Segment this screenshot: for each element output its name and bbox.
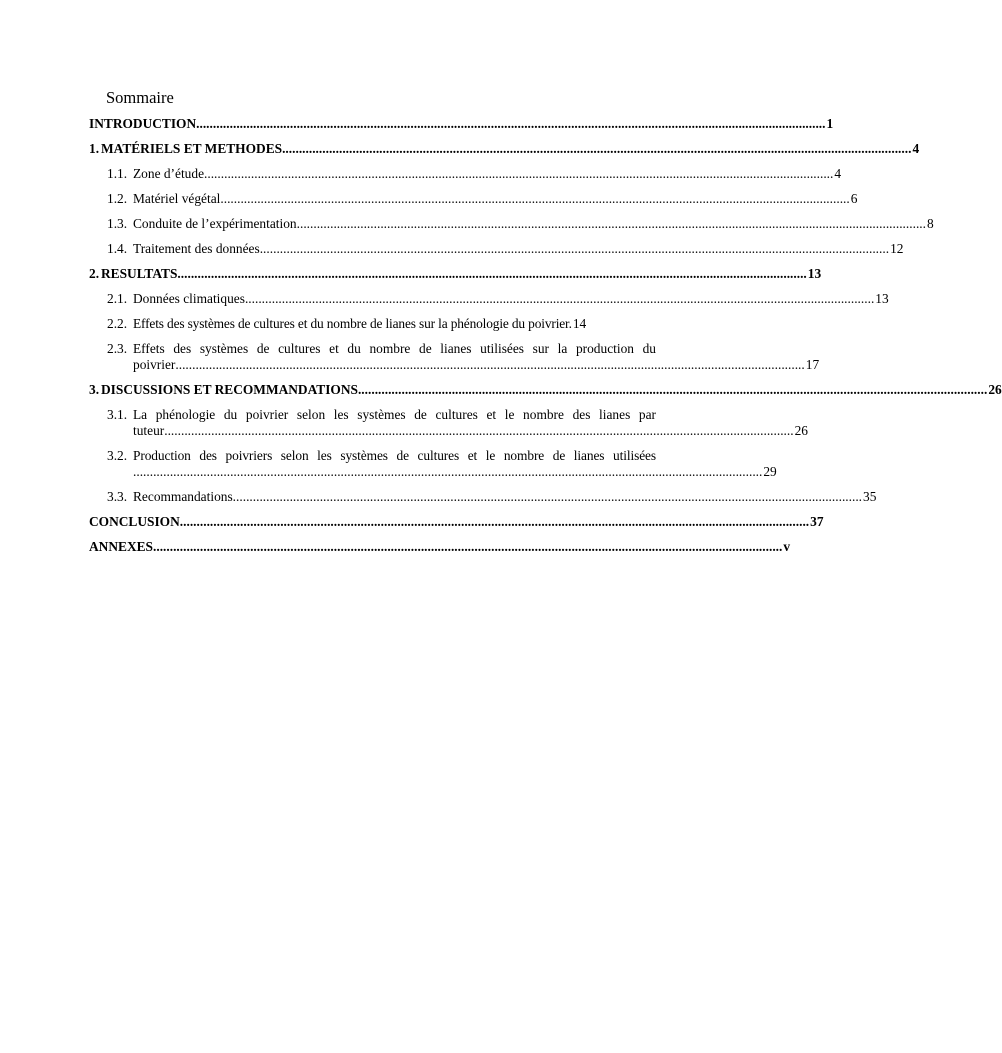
toc-leader-dots: ............................................................................................................................................................................................ bbox=[196, 116, 826, 131]
toc-entry-page: 29 bbox=[763, 464, 777, 479]
toc-entry-introduction[interactable] bbox=[89, 116, 834, 132]
toc-entry-page: 8 bbox=[926, 216, 934, 231]
toc-entry-resultats[interactable] bbox=[89, 266, 822, 282]
toc-entry-discussions[interactable] bbox=[89, 382, 1002, 398]
toc-entry-label: Effets des systèmes de cultures et du nombre de lianes sur la phénologie du poivrier. bbox=[133, 316, 572, 331]
toc-leader-dots: ............................................................................................................................................................................................ bbox=[282, 141, 912, 156]
toc-entry-phenologie-poivrier[interactable] bbox=[107, 407, 808, 439]
toc-entry-number: 3.2. bbox=[107, 448, 128, 463]
toc-entry-page: 12 bbox=[890, 241, 904, 256]
toc-entry-traitement-donnees[interactable] bbox=[107, 241, 904, 257]
toc-leader-dots: ............................................................................................................................................................................................ bbox=[357, 382, 988, 397]
toc-entry-materiels-methodes[interactable] bbox=[89, 141, 920, 157]
toc-entry-label: Données climatiques bbox=[133, 291, 245, 306]
toc-entry-label: MATÉRIELS ET METHODES bbox=[101, 141, 283, 156]
toc-entry-number: 1.1. bbox=[107, 166, 128, 181]
toc-entry-label: CONCLUSION bbox=[89, 514, 180, 529]
toc-entry-recommandations[interactable] bbox=[107, 489, 877, 505]
toc-entry-label: INTRODUCTION bbox=[89, 116, 197, 131]
toc-entry-number: 2.2. bbox=[107, 316, 128, 331]
toc-entry-label: ANNEXES bbox=[89, 539, 153, 554]
toc-entry-number: 3.3. bbox=[107, 489, 128, 504]
toc-entry-production-poivriers[interactable] bbox=[107, 448, 777, 480]
toc-entry-label-continued: tuteur bbox=[133, 423, 165, 438]
table-of-contents bbox=[89, 116, 1002, 564]
toc-entry-number: 1.4. bbox=[107, 241, 128, 256]
toc-entry-zone-etude[interactable] bbox=[107, 166, 842, 182]
toc-entry-page: v bbox=[783, 539, 791, 554]
toc-leader-dots: ............................................................................................................................................................................................ bbox=[259, 241, 890, 256]
toc-entry-conclusion[interactable] bbox=[89, 514, 824, 530]
toc-leader-dots: ............................................................................................................................................................................................ bbox=[133, 464, 763, 479]
toc-entry-page: 14 bbox=[572, 316, 587, 331]
toc-entry-label: DISCUSSIONS ET RECOMMANDATIONS bbox=[101, 382, 358, 397]
toc-leader-dots: ............................................................................................................................................................................................ bbox=[179, 514, 810, 529]
toc-entry-materiel-vegetal[interactable] bbox=[107, 191, 858, 207]
toc-entry-number: 1.3. bbox=[107, 216, 128, 231]
toc-entry-page: 26 bbox=[794, 423, 808, 438]
toc-entry-page: 17 bbox=[805, 357, 820, 372]
toc-leader-dots: ............................................................................................................................................................................................ bbox=[296, 216, 926, 231]
toc-leader-dots: ............................................................................................................................................................................................ bbox=[177, 266, 807, 281]
toc-entry-number: 3.1. bbox=[107, 407, 128, 422]
toc-entry-label: La phénologie du poivrier selon les systèmes de cultures et le nombre des lianes par bbox=[133, 407, 656, 422]
toc-leader-dots: ............................................................................................................................................................................................ bbox=[204, 166, 834, 181]
toc-entry-number: 2.1. bbox=[107, 291, 128, 306]
toc-leader-dots: ............................................................................................................................................................................................ bbox=[153, 539, 783, 554]
toc-leader-dots: ............................................................................................................................................................................................ bbox=[175, 357, 805, 372]
toc-title: Sommaire bbox=[106, 88, 174, 107]
toc-entry-page: 4 bbox=[834, 166, 842, 181]
toc-entry-effets-production[interactable] bbox=[107, 341, 820, 373]
toc-entry-page: 13 bbox=[875, 291, 889, 306]
toc-entry-page: 26 bbox=[988, 382, 1002, 397]
toc-entry-conduite-experimentation[interactable] bbox=[107, 216, 934, 232]
toc-leader-dots: ............................................................................................................................................................................................ bbox=[164, 423, 794, 438]
toc-entry-number: 2.3. bbox=[107, 341, 128, 356]
toc-entry-number: 3. bbox=[89, 382, 100, 397]
toc-leader-dots: ............................................................................................................................................................................................ bbox=[244, 291, 875, 306]
toc-entry-page: 35 bbox=[863, 489, 877, 504]
toc-entry-number: 1. bbox=[89, 141, 100, 156]
toc-entry-number: 1.2. bbox=[107, 191, 128, 206]
toc-entry-label: Effets des systèmes de cultures et du nombre de lianes utilisées sur la production du bbox=[133, 341, 656, 356]
toc-entry-label: Zone d’étude bbox=[133, 166, 205, 181]
toc-entry-page: 1 bbox=[826, 116, 834, 131]
toc-entry-label: Recommandations bbox=[133, 489, 233, 504]
toc-entry-label: Conduite de l’expérimentation bbox=[133, 216, 297, 231]
toc-entry-page: 4 bbox=[912, 141, 920, 156]
toc-entry-page: 13 bbox=[807, 266, 822, 281]
toc-entry-page: 6 bbox=[850, 191, 858, 206]
toc-entry-page: 37 bbox=[810, 514, 824, 529]
toc-entry-label-continued: poivrier bbox=[133, 357, 176, 372]
toc-entry-label: Production des poivriers selon les systèmes de cultures et le nombre de lianes utilisées bbox=[133, 448, 656, 463]
toc-entry-label: Matériel végétal bbox=[133, 191, 221, 206]
toc-entry-number: 2. bbox=[89, 266, 100, 281]
toc-leader-dots: ............................................................................................................................................................................................ bbox=[220, 191, 850, 206]
toc-entry-label: Traitement des données bbox=[133, 241, 260, 256]
toc-entry-effets-phenologie[interactable] bbox=[107, 316, 656, 332]
toc-entry-annexes[interactable] bbox=[89, 539, 791, 555]
toc-entry-donnees-climatiques[interactable] bbox=[107, 291, 889, 307]
toc-entry-label: RESULTATS bbox=[101, 266, 178, 281]
toc-leader-dots: ............................................................................................................................................................................................ bbox=[232, 489, 863, 504]
